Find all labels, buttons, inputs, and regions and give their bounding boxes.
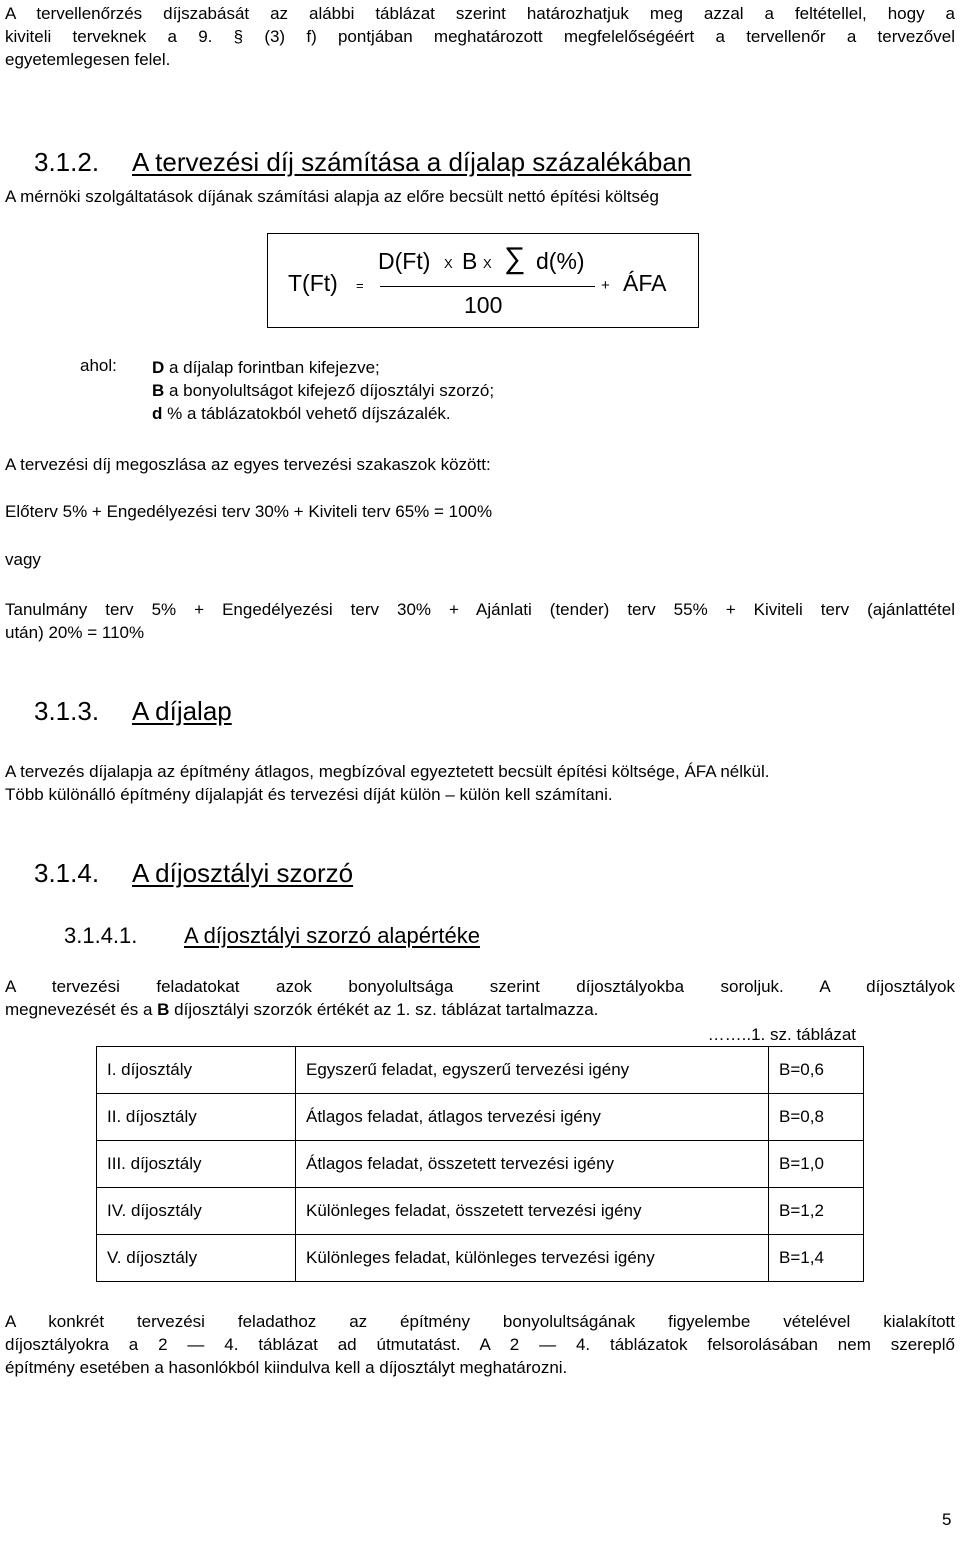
heading-title: A tervezési díj számítása a díjalap százalékában	[132, 147, 692, 177]
section-3-1-3-text	[5, 760, 955, 806]
definition-text: a díjalap forintban kifejezve;	[164, 358, 380, 377]
table-row	[97, 1141, 864, 1188]
closing-line-3: építmény esetében a hasonlókból kiindulva kell a díjosztályt meghatározni.	[5, 1358, 568, 1377]
line-bold-symbol: B	[157, 1000, 170, 1019]
heading-number: 3.1.3.	[34, 696, 100, 726]
definitions-label: ahol:	[80, 356, 117, 375]
formula-sum: ∑	[504, 242, 526, 275]
table-cell-class: IV. díjosztály	[97, 1188, 296, 1235]
heading-title: A díjosztályi szorzó	[132, 858, 354, 888]
table-row	[97, 1094, 864, 1141]
section-3-1-3-line-1: A tervezés díjalapja az építmény átlagos, megbízóval egyeztetett becsült építési költsége, ÁFA nélkül.	[5, 762, 770, 781]
table-cell-class: I. díjosztály	[97, 1047, 296, 1094]
fraction-bar	[380, 286, 595, 287]
distribution-option-1: Előterv 5% + Engedélyezési terv 30% + Kiviteli terv 65% = 100%	[5, 502, 493, 521]
table-cell-description: Átlagos feladat, átlagos tervezési igény	[296, 1094, 769, 1141]
table-cell-multiplier: B=0,8	[769, 1094, 864, 1141]
table-row	[97, 1047, 864, 1094]
formula-lhs: T(Ft)	[288, 270, 338, 296]
definition-item	[152, 402, 494, 425]
table-cell-description: Különleges feladat, összetett tervezési igény	[296, 1188, 769, 1235]
table-cell-description: Különleges feladat, különleges tervezési igény	[296, 1235, 769, 1282]
formula-dpct: d(%)	[536, 248, 585, 274]
table-cell-class: V. díjosztály	[97, 1235, 296, 1282]
section-3-1-4-1-text	[5, 975, 955, 1021]
table-cell-class: II. díjosztály	[97, 1094, 296, 1141]
distribution-or: vagy	[5, 550, 41, 569]
closing-line-1: A konkrét tervezési feladathoz az építmény bonyolultságának figyelembe vételével kialakított	[5, 1312, 955, 1331]
heading-title: A díjosztályi szorzó alapértéke	[184, 923, 480, 948]
formula-denominator: 100	[464, 292, 503, 318]
closing-line-2: díjosztályokra a 2 — 4. táblázat ad útmutatást. A 2 — 4. táblázatok felsorolásában nem szereplő	[5, 1335, 955, 1354]
definition-text: a bonyolultságot kifejező díjosztályi szorzó;	[164, 381, 495, 400]
distribution-intro: A tervezési díj megoszlása az egyes tervezési szakaszok között:	[5, 455, 491, 474]
table-cell-multiplier: B=1,0	[769, 1141, 864, 1188]
fee-class-table	[96, 1046, 864, 1282]
formula-times-1: X	[444, 256, 453, 271]
table-cell-description: Átlagos feladat, összetett tervezési igény	[296, 1141, 769, 1188]
formula-plus: +	[601, 277, 610, 294]
line-text: megnevezését és a	[5, 1000, 158, 1019]
distribution-option-2-line-2: után) 20% = 110%	[5, 623, 145, 642]
distribution-option-2	[5, 598, 955, 644]
heading-number: 3.1.4.1.	[64, 923, 138, 948]
formula-equals: =	[356, 278, 364, 293]
page-number: 5	[942, 1510, 952, 1529]
definition-symbol: d	[152, 404, 163, 423]
distribution-option-2-line-1: Tanulmány terv 5% + Engedélyezési terv 30% + Ajánlati (tender) terv 55% + Kiviteli terv (ajánlattétel	[5, 600, 955, 619]
formula-times-2: X	[483, 256, 492, 271]
heading-number: 3.1.2.	[34, 147, 100, 177]
section-3-1-4-1-line-2	[5, 998, 955, 1021]
section-3-1-2-text: A mérnöki szolgáltatások díjának számítási alapja az előre becsült nettó építési költség	[5, 187, 659, 206]
formula-afa: ÁFA	[623, 270, 667, 296]
heading-3-1-4	[34, 858, 353, 889]
definition-symbol: B	[152, 381, 165, 400]
section-3-1-4-1-line-1: A tervezési feladatokat azok bonyolultsága szerint díjosztályokba soroljuk. A díjosztályok	[5, 977, 955, 996]
formula-b: B	[462, 248, 478, 274]
intro-line-2: kiviteli terveknek a 9. § (3) f) pontjában meghatározott megfelelőségéért a tervellenőr a tervezővel	[5, 27, 955, 46]
heading-number: 3.1.4.	[34, 858, 100, 888]
definition-item	[152, 379, 494, 402]
line-text: díjosztályi szorzók értékét az 1. sz. táblázat tartalmazza.	[169, 1000, 599, 1019]
table-cell-multiplier: B=1,4	[769, 1235, 864, 1282]
heading-3-1-2	[34, 147, 691, 178]
heading-title: A díjalap	[132, 696, 232, 726]
table-row	[97, 1235, 864, 1282]
formula-d: D(Ft)	[378, 248, 431, 274]
table-cell-multiplier: B=1,2	[769, 1188, 864, 1235]
intro-line-1: A tervellenőrzés díjszabását az alábbi táblázat szerint határozhatjuk meg azzal a feltétellel, hogy a	[5, 4, 955, 23]
table-cell-class: III. díjosztály	[97, 1141, 296, 1188]
definitions-list	[152, 356, 494, 425]
table-row	[97, 1188, 864, 1235]
definition-text: % a táblázatokból vehető díjszázalék.	[162, 404, 451, 423]
table-cell-multiplier: B=0,6	[769, 1047, 864, 1094]
table-cell-description: Egyszerű feladat, egyszerű tervezési igény	[296, 1047, 769, 1094]
definition-item	[152, 356, 494, 379]
intro-line-3: egyetemlegesen felel.	[5, 50, 171, 69]
definition-symbol: D	[152, 358, 165, 377]
heading-3-1-4-1	[64, 923, 480, 949]
closing-paragraph	[5, 1310, 955, 1379]
table-caption: ……..1. sz. táblázat	[707, 1025, 856, 1044]
heading-3-1-3	[34, 696, 232, 727]
section-3-1-3-line-2: Több különálló építmény díjalapját és tervezési díját külön – külön kell számítani.	[5, 785, 613, 804]
formula-box	[267, 233, 699, 328]
intro-paragraph	[5, 2, 955, 71]
